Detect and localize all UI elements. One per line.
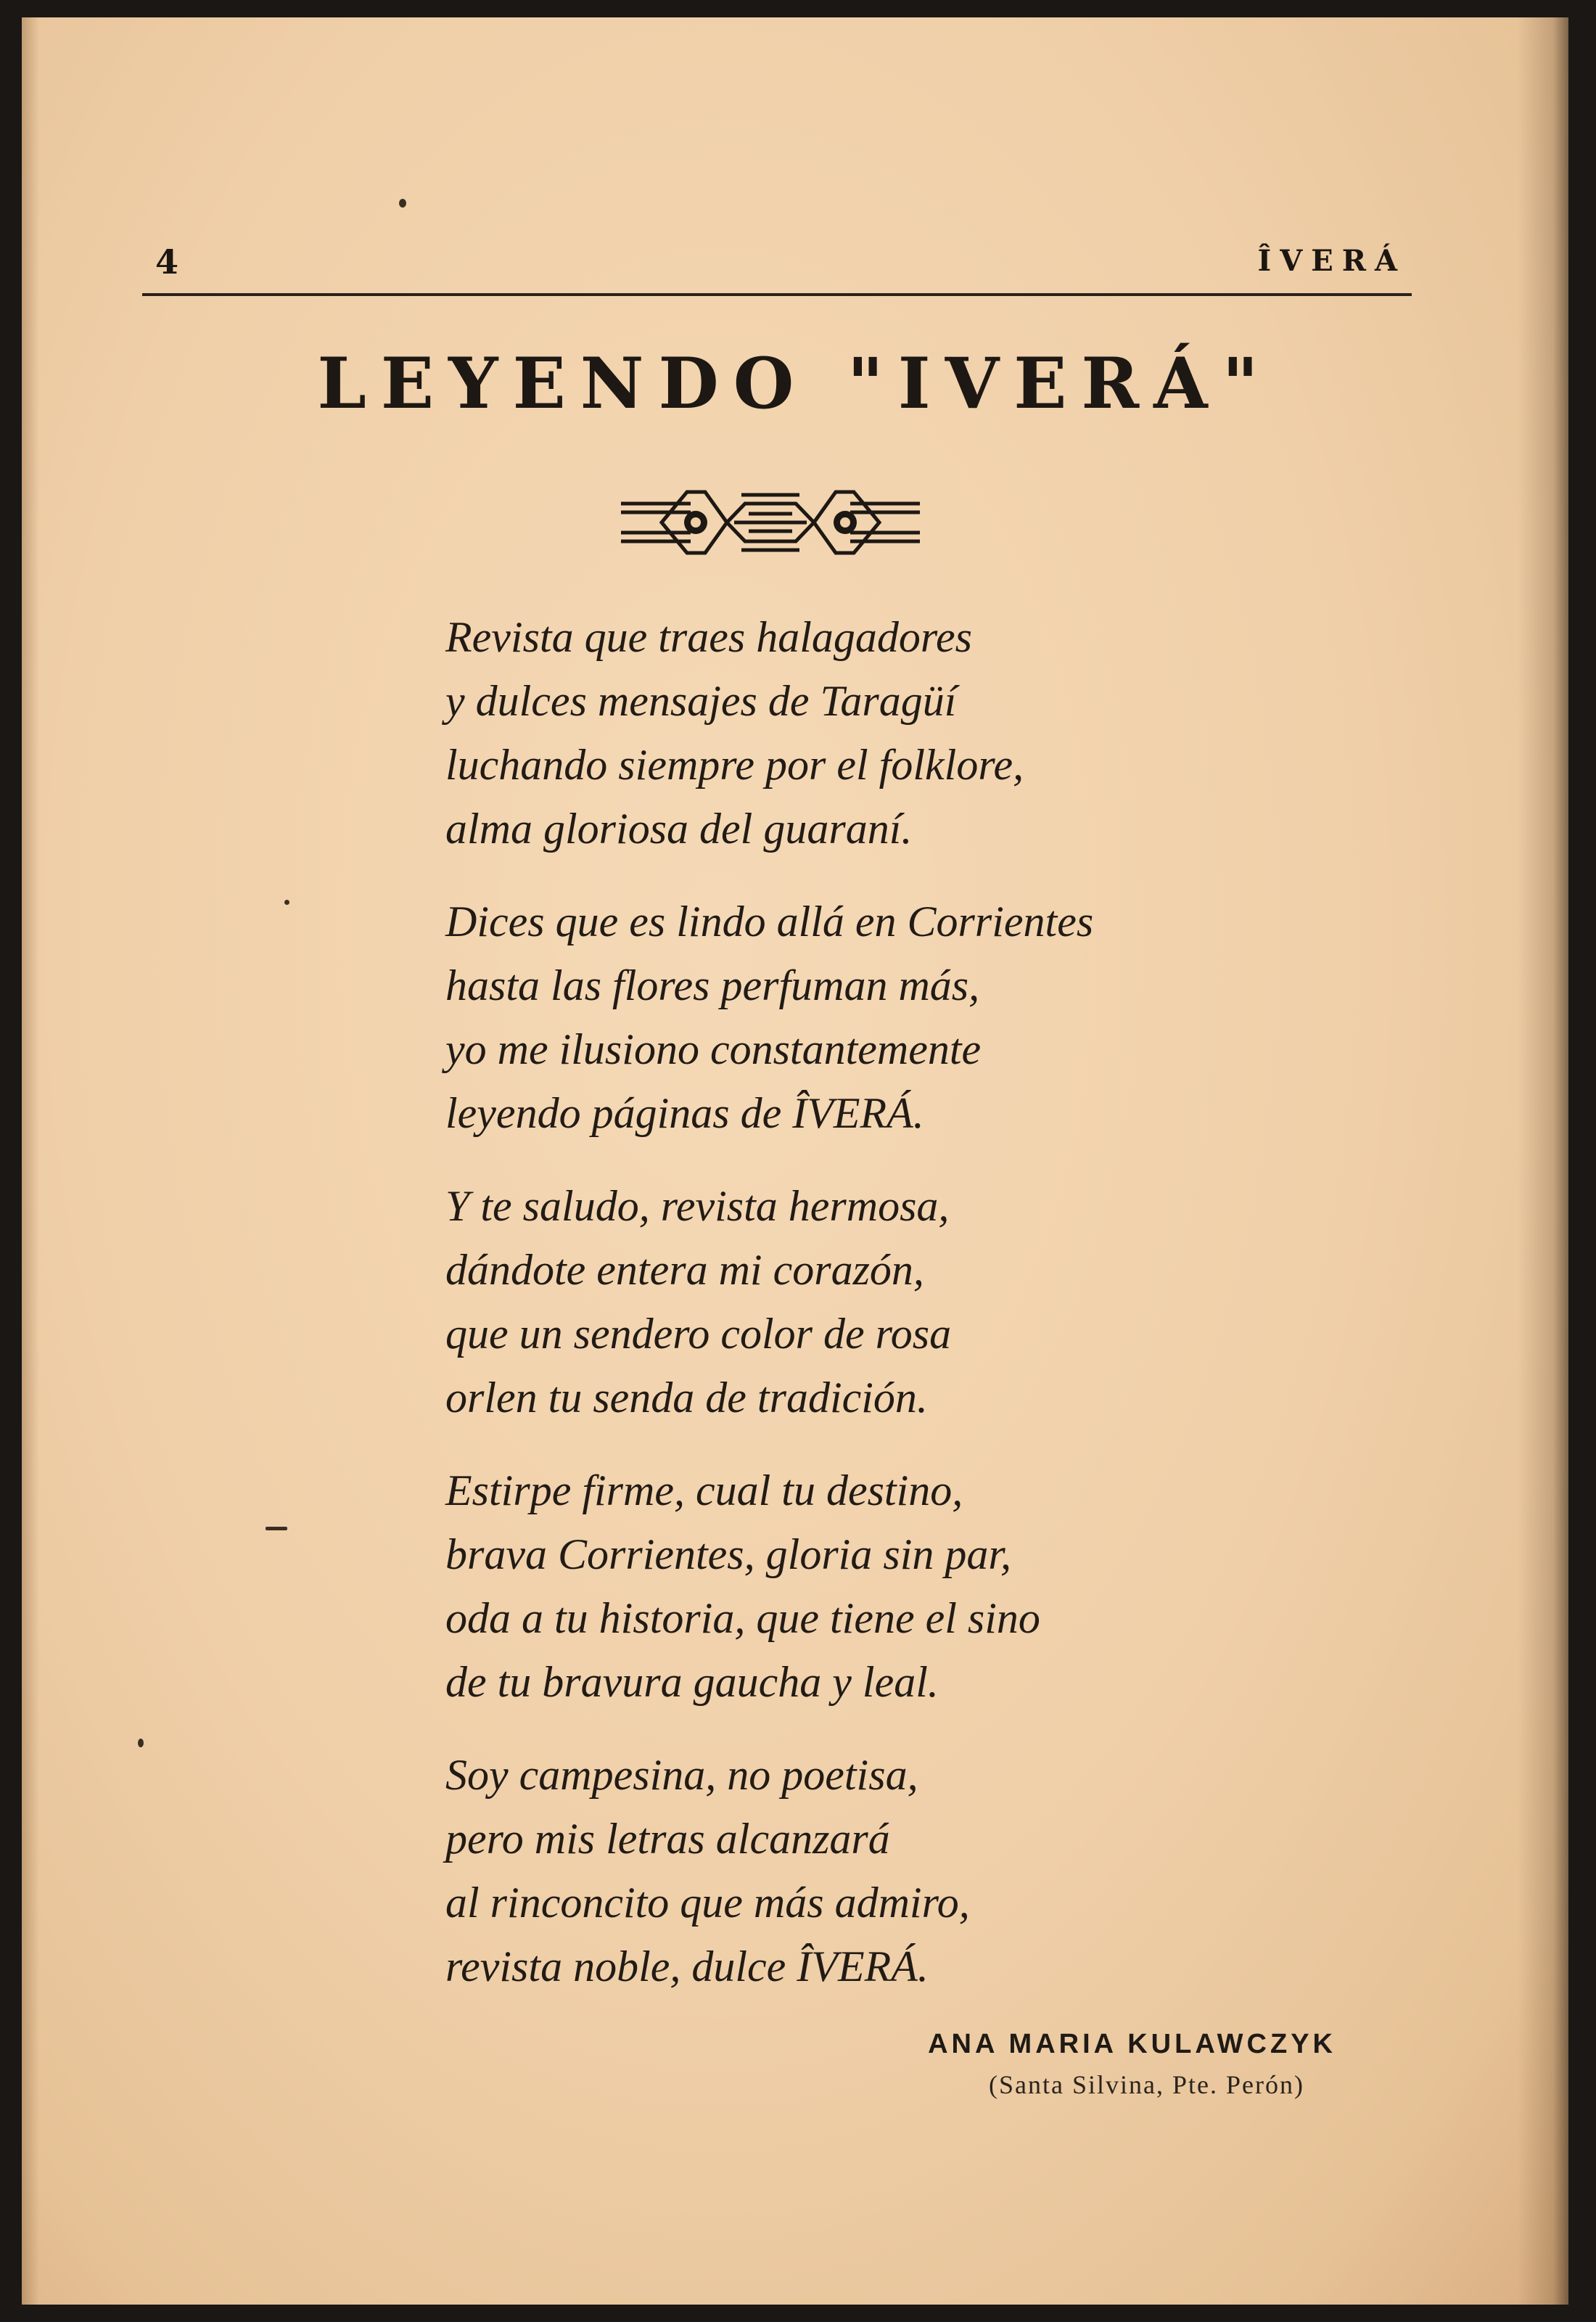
- verse-line: oda a tu historia, que tiene el sino: [445, 1594, 1040, 1642]
- verse-line: yo me ilusiono constantemente: [445, 1025, 982, 1073]
- verse-line: leyendo páginas de ÎVERÁ.: [445, 1089, 924, 1137]
- verse-line: al rinconcito que más admiro,: [445, 1879, 970, 1927]
- verse-line: hasta las flores perfuman más,: [445, 961, 980, 1009]
- stanza: [445, 1743, 1389, 1998]
- paper-speck: [266, 1527, 287, 1530]
- verse-line: brava Corrientes, gloria sin par,: [445, 1530, 1012, 1578]
- verse-line: Revista que traes halagadores: [445, 613, 973, 661]
- stanza: [445, 1459, 1389, 1714]
- verse-line: dándote entera mi corazón,: [445, 1246, 924, 1294]
- verse-line: Estirpe firme, cual tu destino,: [445, 1466, 963, 1514]
- verse-line: Y te saludo, revista hermosa,: [445, 1182, 950, 1230]
- verse-line: y dulces mensajes de Taragüí: [445, 677, 957, 725]
- paper-speck: [399, 199, 406, 208]
- author-place: (Santa Silvina, Pte. Perón): [989, 2070, 1304, 2099]
- paper-speck: [138, 1739, 144, 1747]
- verse-line: revista noble, dulce ÎVERÁ.: [445, 1942, 929, 1990]
- magazine-page: [22, 17, 1568, 2305]
- verse-line: luchando siempre por el folklore,: [445, 741, 1024, 789]
- stanza: [445, 605, 1389, 861]
- verse-line: orlen tu senda de tradición.: [445, 1374, 928, 1421]
- poem-body: [445, 605, 1389, 2027]
- verse-line: que un sendero color de rosa: [445, 1310, 952, 1358]
- page-header: [135, 222, 1412, 287]
- stanza: [445, 1174, 1389, 1429]
- paper-speck: [284, 900, 289, 905]
- stanza: [445, 890, 1389, 1145]
- header-rule: [142, 293, 1412, 296]
- poem-title: LEYENDO "IVERÁ": [317, 342, 1273, 424]
- verse-line: pero mis letras alcanzará: [445, 1815, 890, 1863]
- running-title: ÎVERÁ: [1257, 244, 1406, 278]
- verse-line: Soy campesina, no poetisa,: [445, 1751, 918, 1799]
- verse-line: alma gloriosa del guaraní.: [445, 805, 913, 853]
- verse-line: de tu bravura gaucha y leal.: [445, 1658, 939, 1706]
- verse-line: Dices que es lindo allá en Corrientes: [445, 898, 1094, 945]
- page-number: 4: [155, 242, 179, 282]
- decorative-ornament-icon: [618, 482, 923, 563]
- author-name: ANA MARIA KULAWCZYK: [928, 2029, 1336, 2059]
